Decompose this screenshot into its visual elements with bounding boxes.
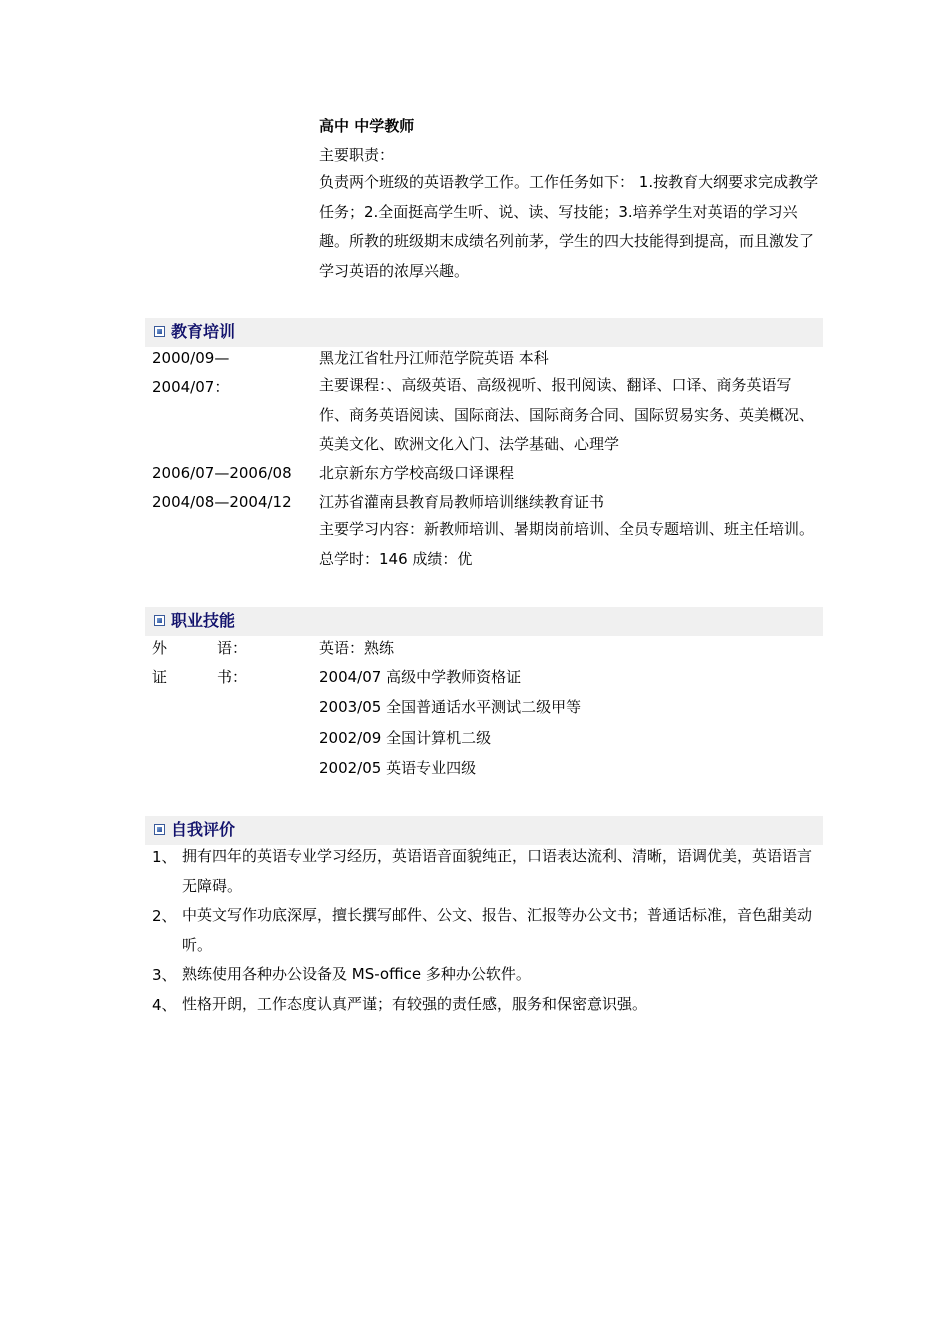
education-school: 北京新东方学校高级口译课程 bbox=[319, 464, 515, 482]
certificate-item: 2002/09 全国计算机二级 bbox=[319, 729, 492, 747]
education-school: 江苏省灌南县教育局教师培训继续教育证书 bbox=[319, 493, 605, 511]
certificate-label: 证 书： bbox=[152, 668, 247, 686]
education-courses: 主要学习内容：新教师培训、暑期岗前培训、全员专题培训、班主任培训。总学时：146 成绩：优 bbox=[319, 520, 815, 568]
self-eval-number: 3、 bbox=[152, 966, 177, 984]
education-courses: 主要课程：、高级英语、高级视听、报刊阅读、翻译、口译、商务英语写作、商务英语阅读、国际商法、国际商务合同、国际贸易实务、英美概况、英美文化、欧洲文化入门、法学基础、心理学 bbox=[319, 376, 815, 453]
certificate-item: 2004/07 高级中学教师资格证 bbox=[319, 668, 522, 686]
self-eval-number: 1、 bbox=[152, 848, 177, 866]
language-value: 英语：熟练 bbox=[319, 639, 395, 657]
education-date: 2004/08—2004/12 bbox=[152, 493, 292, 511]
self-eval-text: 拥有四年的英语专业学习经历，英语语音面貌纯正，口语表达流利、清晰，语调优美，英语语言无障碍。 bbox=[182, 847, 813, 895]
duties-label: 主要职责： bbox=[319, 146, 395, 164]
section-bullet-icon bbox=[154, 824, 165, 835]
self-eval-number: 4、 bbox=[152, 996, 177, 1014]
self-eval-number: 2、 bbox=[152, 907, 177, 925]
section-bullet-icon bbox=[154, 326, 165, 337]
education-date-start: 2000/09— bbox=[152, 349, 230, 367]
education-section-title: 教育培训 bbox=[171, 322, 236, 341]
self-eval-text: 熟练使用各种办公设备及 MS-office 多种办公软件。 bbox=[182, 965, 531, 983]
duties-text: 负责两个班级的英语教学工作。工作任务如下： 1.按教育大纲要求完成教学任务；2.全面挺高学生听、说、读、写技能；3.培养学生对英语的学习兴趣。所教的班级期末成绩名列前茅，学生的四大技能得到提高，而且激发了学习英语的浓厚兴趣。 bbox=[319, 173, 819, 280]
job-title: 高中 中学教师 bbox=[319, 117, 415, 135]
self-eval-text: 中英文写作功底深厚，擅长撰写邮件、公文、报告、汇报等办公文书；普通话标准，音色甜美动听。 bbox=[182, 906, 813, 954]
skills-section-title: 职业技能 bbox=[171, 611, 236, 630]
education-date: 2006/07—2006/08 bbox=[152, 464, 292, 482]
skills-section-header bbox=[145, 607, 823, 636]
certificate-item: 2002/05 英语专业四级 bbox=[319, 759, 477, 777]
self-eval-section-header bbox=[145, 816, 823, 845]
certificate-item: 2003/05 全国普通话水平测试二级甲等 bbox=[319, 698, 582, 716]
education-date-end: 2004/07： bbox=[152, 378, 230, 396]
self-eval-section-title: 自我评价 bbox=[171, 820, 236, 839]
education-section-header bbox=[145, 318, 823, 347]
self-eval-text: 性格开朗，工作态度认真严谨；有较强的责任感，服务和保密意识强。 bbox=[182, 995, 648, 1013]
education-school: 黑龙江省牡丹江师范学院英语 本科 bbox=[319, 349, 549, 367]
language-label: 外 语： bbox=[152, 639, 247, 657]
section-bullet-icon bbox=[154, 615, 165, 626]
